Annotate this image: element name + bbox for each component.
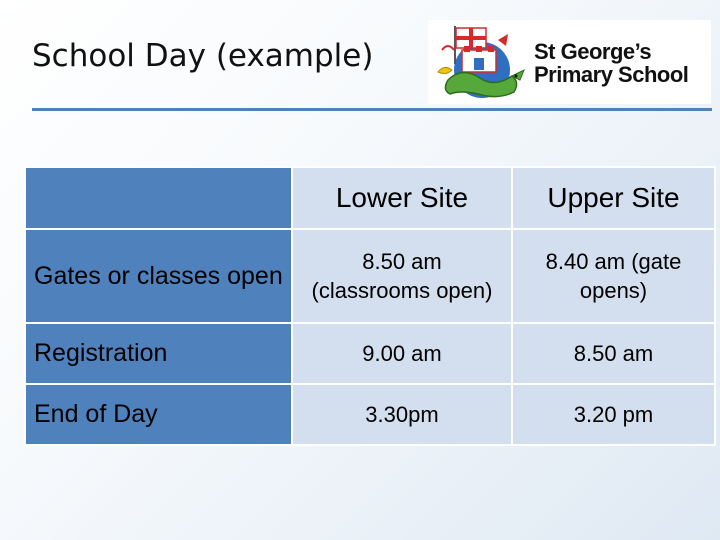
table-header-row [25, 167, 715, 229]
lower-site-cell: 8.50 am (classrooms open) [292, 229, 512, 323]
table-corner-cell [25, 167, 292, 229]
column-header-lower-site: Lower Site [292, 167, 512, 229]
school-day-table [24, 166, 716, 446]
row-label: End of Day [25, 384, 292, 445]
title-underline [32, 108, 712, 111]
school-logo [428, 20, 711, 104]
row-label: Registration [25, 323, 292, 384]
table-row [25, 384, 715, 445]
row-label: Gates or classes open [25, 229, 292, 323]
upper-site-cell: 3.20 pm [512, 384, 715, 445]
logo-line-1: St George’s [534, 39, 652, 64]
table-row [25, 229, 715, 323]
logo-wordmark [534, 40, 688, 86]
lower-site-cell: 3.30pm [292, 384, 512, 445]
column-header-upper-site: Upper Site [512, 167, 715, 229]
table-row [25, 323, 715, 384]
upper-site-cell: 8.40 am (gate opens) [512, 229, 715, 323]
page-title: School Day (example) [32, 38, 374, 74]
lower-site-cell: 9.00 am [292, 323, 512, 384]
logo-line-2: Primary School [534, 62, 689, 87]
school-crest-emblem-icon [428, 20, 532, 104]
upper-site-cell: 8.50 am [512, 323, 715, 384]
